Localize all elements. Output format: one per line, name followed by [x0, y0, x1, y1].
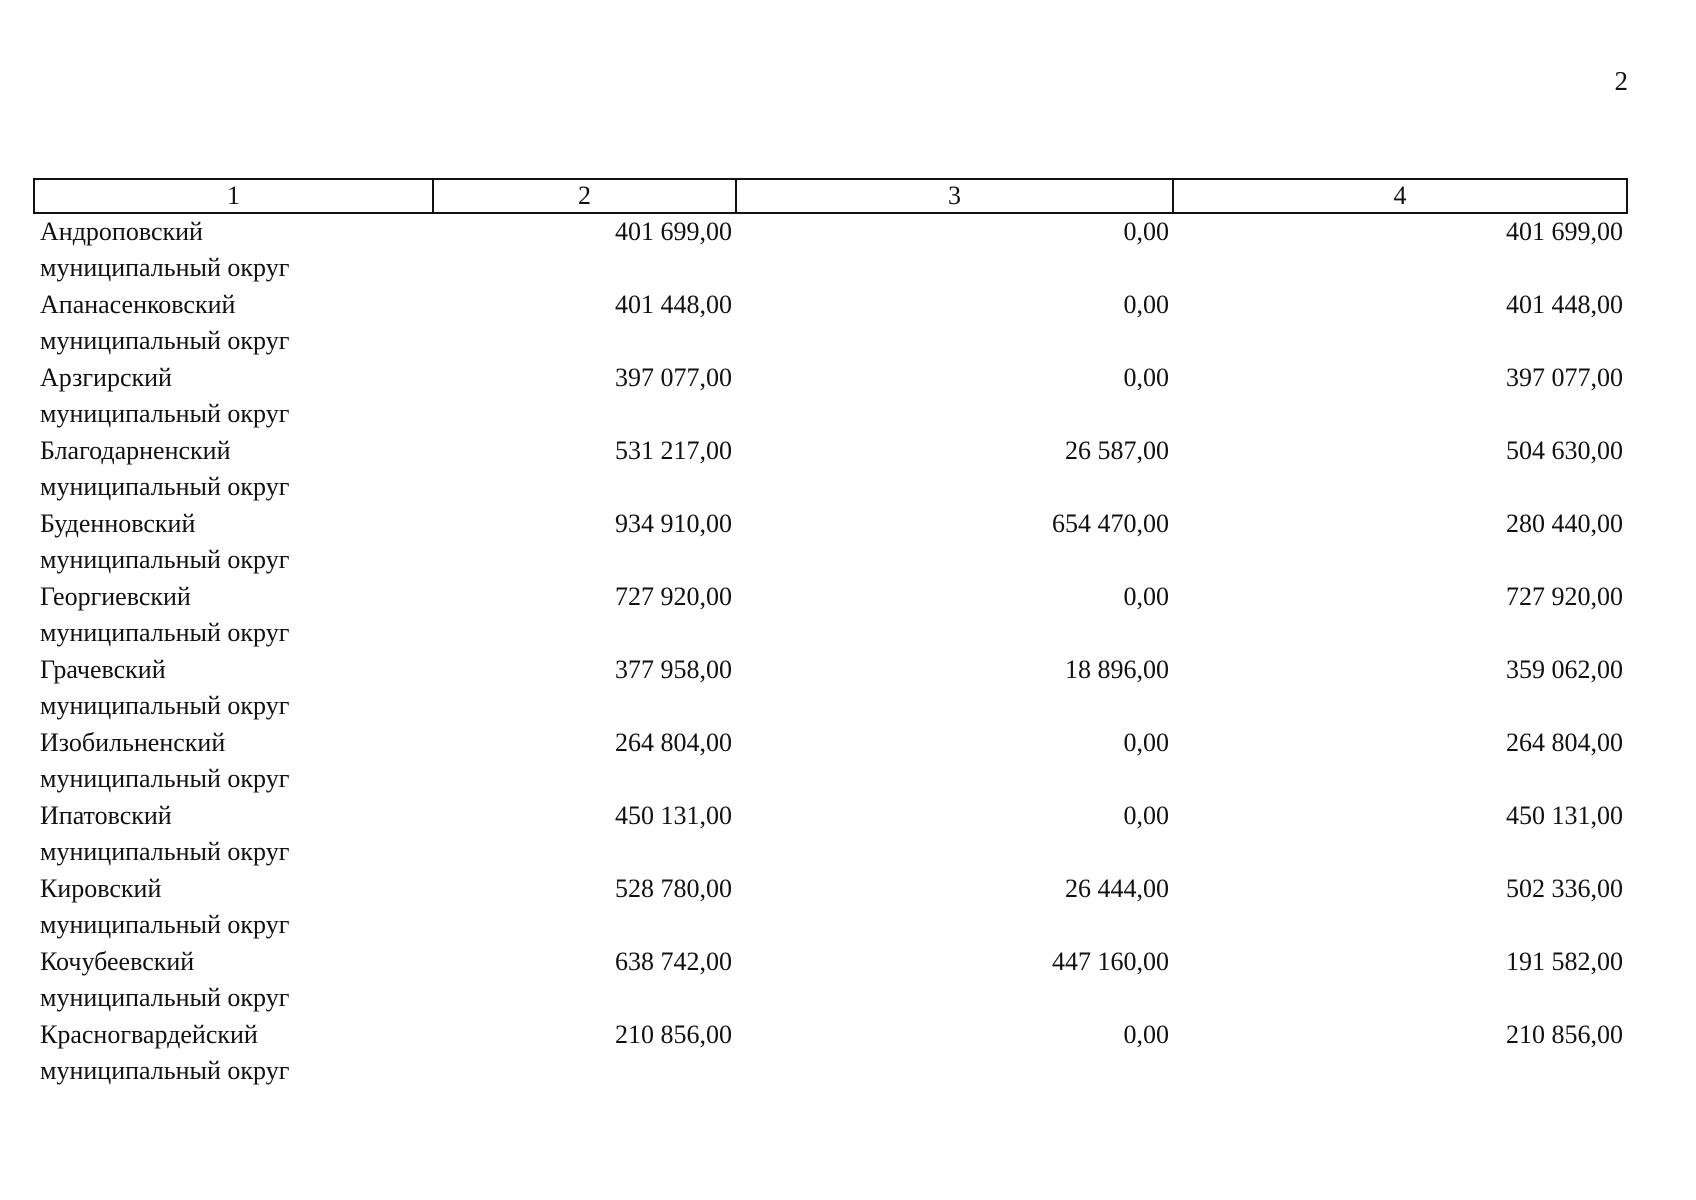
- table-row: [34, 871, 1627, 944]
- budget-table: [33, 178, 1628, 1090]
- column-2-value: 264 804,00: [615, 728, 732, 757]
- municipality-name-line2: муниципальный округ: [40, 545, 290, 574]
- municipality-name-line2: муниципальный округ: [40, 618, 290, 647]
- municipality-name-line1: Апанасенковский: [40, 290, 236, 319]
- municipality-name-line2: муниципальный округ: [40, 399, 290, 428]
- municipality-name-line1: Красногвардейский: [40, 1020, 258, 1049]
- municipality-name-line2: муниципальный округ: [40, 253, 290, 282]
- column-3-value: 26 587,00: [1065, 436, 1169, 465]
- municipality-name-line1: Георгиевский: [40, 582, 191, 611]
- municipality-name-line2: муниципальный округ: [40, 764, 290, 793]
- municipality-name-line1: Кочубеевский: [40, 947, 195, 976]
- municipality-name: [34, 287, 433, 360]
- table-row: [34, 287, 1627, 360]
- column-3-value: 0,00: [1123, 728, 1169, 757]
- municipality-name: [34, 213, 433, 287]
- column-3-value: 654 470,00: [1052, 509, 1169, 538]
- table-row: [34, 213, 1627, 287]
- column-2-value: 397 077,00: [615, 363, 732, 392]
- column-4-value: 401 699,00: [1506, 217, 1623, 246]
- municipality-name: [34, 1017, 433, 1090]
- column-2-value: 401 448,00: [615, 290, 732, 319]
- table-row: [34, 579, 1627, 652]
- column-3-value: 0,00: [1123, 290, 1169, 319]
- municipality-name: [34, 506, 433, 579]
- municipality-name-line2: муниципальный округ: [40, 983, 290, 1012]
- column-2-value: 401 699,00: [615, 217, 732, 246]
- municipality-name: [34, 579, 433, 652]
- column-2-value: 528 780,00: [615, 874, 732, 903]
- municipality-name-line1: Буденновский: [40, 509, 196, 538]
- table-row: [34, 506, 1627, 579]
- municipality-name: [34, 944, 433, 1017]
- municipality-name-line1: Андроповский: [40, 217, 203, 246]
- column-4-value: 210 856,00: [1506, 1020, 1623, 1049]
- municipality-name: [34, 433, 433, 506]
- column-header-3: 3: [736, 179, 1173, 213]
- table-row: [34, 433, 1627, 506]
- header-row: [34, 179, 1627, 213]
- column-header-4: 4: [1173, 179, 1627, 213]
- column-2-value: 531 217,00: [615, 436, 732, 465]
- table-row: [34, 652, 1627, 725]
- column-3-value: 0,00: [1123, 1020, 1169, 1049]
- municipality-name-line2: муниципальный округ: [40, 326, 290, 355]
- column-2-value: 210 856,00: [615, 1020, 732, 1049]
- column-4-value: 502 336,00: [1506, 874, 1623, 903]
- municipality-name-line2: муниципальный округ: [40, 910, 290, 939]
- column-4-value: 504 630,00: [1506, 436, 1623, 465]
- column-header-2: 2: [433, 179, 736, 213]
- municipality-name-line1: Грачевский: [40, 655, 166, 684]
- municipality-name-line1: Кировский: [40, 874, 162, 903]
- table-body: [34, 213, 1627, 1090]
- municipality-name-line1: Изобильненский: [40, 728, 226, 757]
- municipality-name-line2: муниципальный округ: [40, 691, 290, 720]
- table-row: [34, 798, 1627, 871]
- municipality-name: [34, 652, 433, 725]
- municipality-name-line2: муниципальный округ: [40, 472, 290, 501]
- page-number: 2: [1614, 66, 1628, 96]
- municipality-name-line2: муниципальный округ: [40, 837, 290, 866]
- column-3-value: 447 160,00: [1052, 947, 1169, 976]
- column-4-value: 264 804,00: [1506, 728, 1623, 757]
- column-4-value: 359 062,00: [1506, 655, 1623, 684]
- column-2-value: 638 742,00: [615, 947, 732, 976]
- column-2-value: 934 910,00: [615, 509, 732, 538]
- column-4-value: 397 077,00: [1506, 363, 1623, 392]
- municipality-name-line1: Благодарненский: [40, 436, 231, 465]
- table-header: [34, 179, 1627, 213]
- column-3-value: 0,00: [1123, 217, 1169, 246]
- municipality-name-line1: Арзгирский: [40, 363, 172, 392]
- column-3-value: 0,00: [1123, 582, 1169, 611]
- column-3-value: 18 896,00: [1065, 655, 1169, 684]
- table-row: [34, 1017, 1627, 1090]
- column-4-value: 401 448,00: [1506, 290, 1623, 319]
- column-4-value: 280 440,00: [1506, 509, 1623, 538]
- municipality-name-line1: Ипатовский: [40, 801, 172, 830]
- column-4-value: 191 582,00: [1506, 947, 1623, 976]
- table-row: [34, 725, 1627, 798]
- table-row: [34, 360, 1627, 433]
- column-3-value: 26 444,00: [1065, 874, 1169, 903]
- column-4-value: 450 131,00: [1506, 801, 1623, 830]
- column-header-1: 1: [34, 179, 433, 213]
- municipality-name: [34, 725, 433, 798]
- municipality-name: [34, 798, 433, 871]
- column-2-value: 450 131,00: [615, 801, 732, 830]
- column-4-value: 727 920,00: [1506, 582, 1623, 611]
- municipality-name: [34, 360, 433, 433]
- column-2-value: 727 920,00: [615, 582, 732, 611]
- table-row: [34, 944, 1627, 1017]
- column-3-value: 0,00: [1123, 801, 1169, 830]
- column-3-value: 0,00: [1123, 363, 1169, 392]
- municipality-name: [34, 871, 433, 944]
- municipality-name-line2: муниципальный округ: [40, 1056, 290, 1085]
- column-2-value: 377 958,00: [615, 655, 732, 684]
